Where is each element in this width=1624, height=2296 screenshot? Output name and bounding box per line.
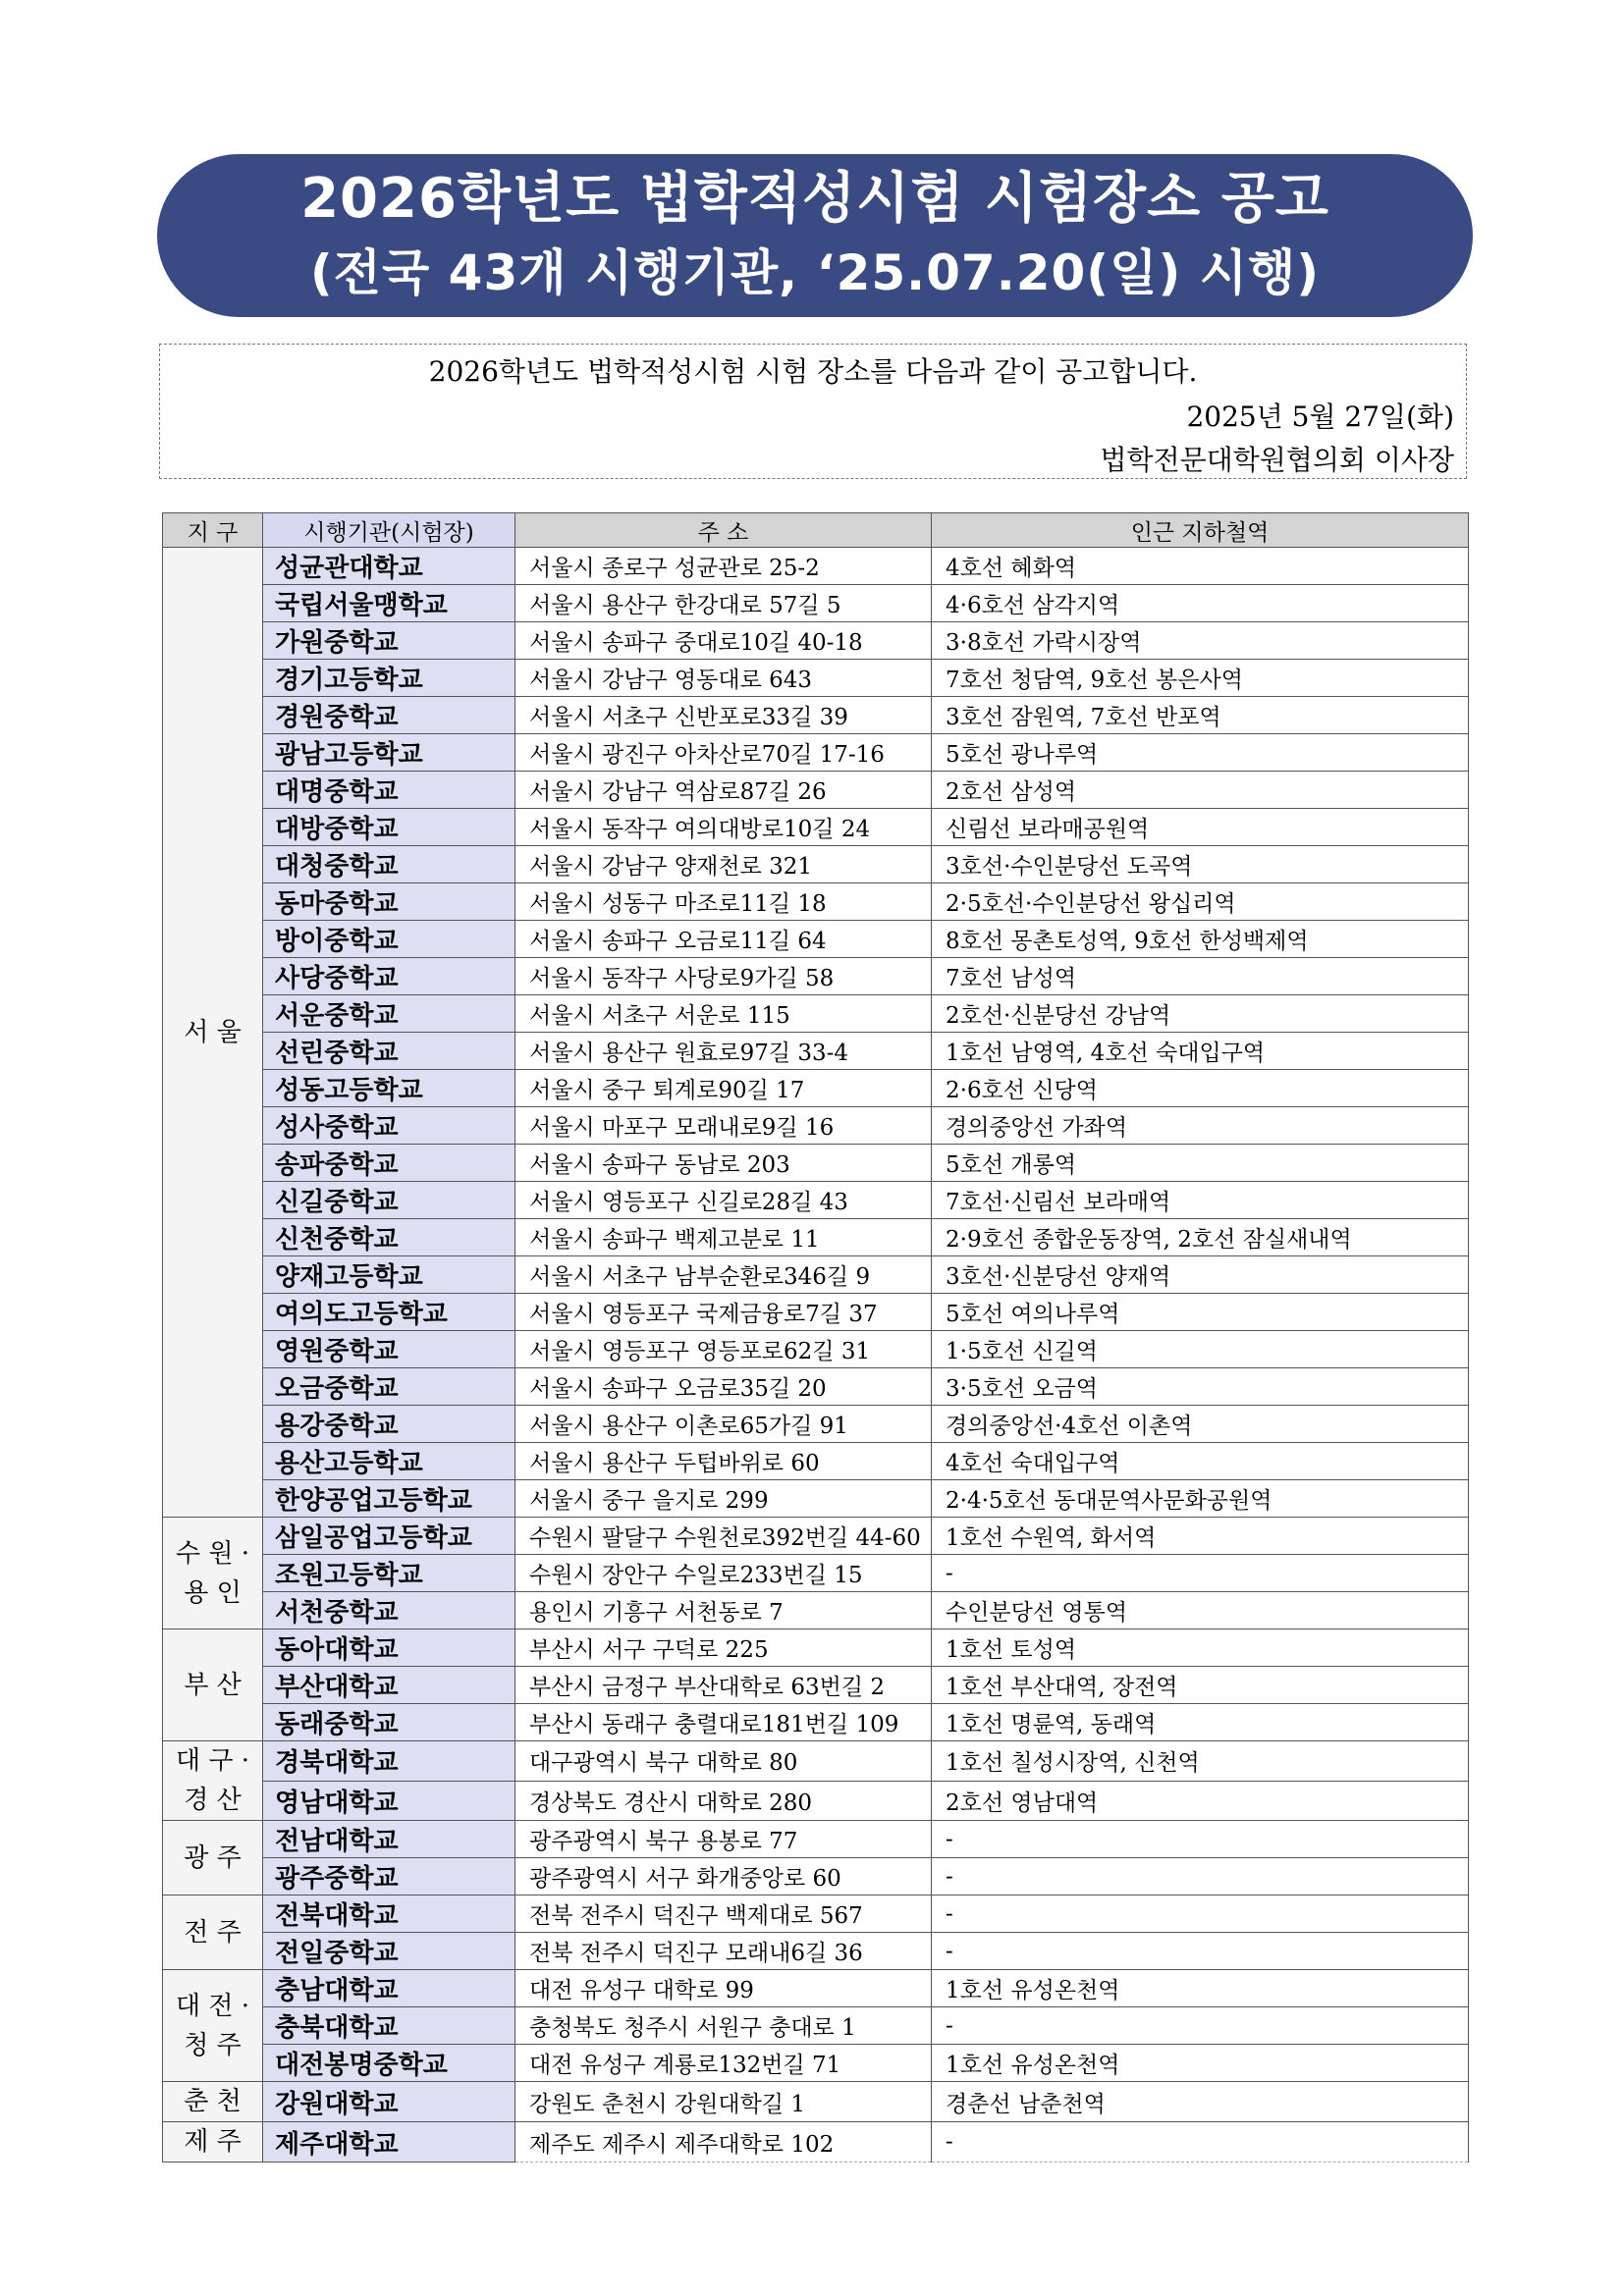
- table-row: [163, 2122, 1469, 2163]
- institution-cell: 제주대학교: [263, 2122, 515, 2163]
- table-row: [163, 1145, 1469, 1182]
- address-cell: 서울시 강남구 역삼로87길 26: [515, 772, 932, 809]
- address-cell: 서울시 영등포구 신길로28길 43: [515, 1182, 932, 1219]
- region-cell: 대 전 · 청 주: [163, 1970, 263, 2082]
- institution-cell: 충남대학교: [263, 1970, 515, 2007]
- address-cell: 대전 유성구 대학로 99: [515, 1970, 932, 2007]
- subway-cell: 3호선 잠원역, 7호선 반포역: [932, 697, 1469, 734]
- subway-cell: 2호선·신분당선 강남역: [932, 995, 1469, 1033]
- address-cell: 제주도 제주시 제주대학로 102: [515, 2122, 932, 2163]
- page-subtitle: (전국 43개 시행기관, ‘25.07.20(일) 시행): [309, 244, 1321, 301]
- table-row: [163, 1182, 1469, 1219]
- subway-cell: -: [932, 1896, 1469, 1933]
- subway-cell: 5호선 개롱역: [932, 1145, 1469, 1182]
- institution-cell: 오금중학교: [263, 1368, 515, 1406]
- subway-cell: 8호선 몽촌토성역, 9호선 한성백제역: [932, 921, 1469, 958]
- region-cell: 대 구 · 경 산: [163, 1741, 263, 1821]
- table-row: [163, 809, 1469, 846]
- address-cell: 부산시 동래구 충렬대로181번길 109: [515, 1704, 932, 1741]
- institution-cell: 국립서울맹학교: [263, 585, 515, 622]
- institution-cell: 경원중학교: [263, 697, 515, 734]
- subway-cell: 7호선·신림선 보라매역: [932, 1182, 1469, 1219]
- table-row: [163, 1406, 1469, 1443]
- table-body: [163, 548, 1469, 2163]
- table-row: [163, 1368, 1469, 1406]
- table-row: [163, 660, 1469, 697]
- institution-cell: 경북대학교: [263, 1741, 515, 1782]
- institution-cell: 사당중학교: [263, 958, 515, 995]
- address-cell: 부산시 금정구 부산대학로 63번길 2: [515, 1667, 932, 1704]
- header-region: 지 구: [163, 513, 263, 548]
- address-cell: 강원도 춘천시 강원대학길 1: [515, 2082, 932, 2122]
- region-cell: 춘 천: [163, 2082, 263, 2122]
- address-cell: 대전 유성구 계룡로132번길 71: [515, 2045, 932, 2082]
- institution-cell: 선린중학교: [263, 1033, 515, 1070]
- institution-cell: 경기고등학교: [263, 660, 515, 697]
- institution-cell: 동래중학교: [263, 1704, 515, 1741]
- subway-cell: 3·8호선 가락시장역: [932, 622, 1469, 660]
- institution-cell: 서운중학교: [263, 995, 515, 1033]
- page-title: 2026학년도 법학적성시험 시험장소 공고: [300, 167, 1329, 231]
- address-cell: 서울시 송파구 동남로 203: [515, 1145, 932, 1182]
- table-row: [163, 2082, 1469, 2122]
- notice-signature: 법학전문대학원협의회 이사장: [1100, 444, 1454, 476]
- institution-cell: 용강중학교: [263, 1406, 515, 1443]
- address-cell: 서울시 송파구 중대로10길 40-18: [515, 622, 932, 660]
- subway-cell: 1호선 유성온천역: [932, 1970, 1469, 2007]
- institution-cell: 삼일공업고등학교: [263, 1518, 515, 1555]
- institution-cell: 신길중학교: [263, 1182, 515, 1219]
- address-cell: 광주광역시 북구 용봉로 77: [515, 1821, 932, 1858]
- address-cell: 서울시 종로구 성균관로 25-2: [515, 548, 932, 585]
- table-row: [163, 548, 1469, 585]
- subway-cell: -: [932, 2007, 1469, 2045]
- institution-cell: 용산고등학교: [263, 1443, 515, 1480]
- table-row: [163, 1331, 1469, 1368]
- subway-cell: 7호선 청담역, 9호선 봉은사역: [932, 660, 1469, 697]
- table-row: [163, 1741, 1469, 1782]
- table-row: [163, 1970, 1469, 2007]
- region-cell: 수 원 · 용 인: [163, 1518, 263, 1629]
- institution-cell: 대청중학교: [263, 846, 515, 883]
- subway-cell: 경의중앙선 가좌역: [932, 1107, 1469, 1145]
- subway-cell: -: [932, 1555, 1469, 1592]
- address-cell: 전북 전주시 덕진구 백제대로 567: [515, 1896, 932, 1933]
- address-cell: 서울시 용산구 이촌로65가길 91: [515, 1406, 932, 1443]
- region-cell: 부 산: [163, 1629, 263, 1741]
- subway-cell: 1·5호선 신길역: [932, 1331, 1469, 1368]
- table-row: [163, 1443, 1469, 1480]
- table-row: [163, 958, 1469, 995]
- address-cell: 경상북도 경산시 대학로 280: [515, 1781, 932, 1821]
- region-cell: 광 주: [163, 1821, 263, 1896]
- table-row: [163, 1555, 1469, 1592]
- header-address: 주 소: [515, 513, 932, 548]
- region-cell: 제 주: [163, 2122, 263, 2163]
- institution-cell: 한양공업고등학교: [263, 1480, 515, 1518]
- region-cell: 서 울: [163, 548, 263, 1518]
- subway-cell: -: [932, 1933, 1469, 1970]
- table-row: [163, 2007, 1469, 2045]
- institution-cell: 영원중학교: [263, 1331, 515, 1368]
- subway-cell: 1호선 칠성시장역, 신천역: [932, 1741, 1469, 1782]
- institution-cell: 동마중학교: [263, 883, 515, 921]
- subway-cell: 4호선 혜화역: [932, 548, 1469, 585]
- subway-cell: 경의중앙선·4호선 이촌역: [932, 1406, 1469, 1443]
- table-row: [163, 772, 1469, 809]
- table-row: [163, 1592, 1469, 1629]
- subway-cell: 1호선 명륜역, 동래역: [932, 1704, 1469, 1741]
- institution-cell: 영남대학교: [263, 1781, 515, 1821]
- address-cell: 서울시 용산구 두텁바위로 60: [515, 1443, 932, 1480]
- subway-cell: 신림선 보라매공원역: [932, 809, 1469, 846]
- institution-cell: 여의도고등학교: [263, 1294, 515, 1331]
- institution-cell: 조원고등학교: [263, 1555, 515, 1592]
- subway-cell: 2·9호선 종합운동장역, 2호선 잠실새내역: [932, 1219, 1469, 1256]
- subway-cell: 2·6호선 신당역: [932, 1070, 1469, 1107]
- address-cell: 서울시 강남구 양재천로 321: [515, 846, 932, 883]
- table-row: [163, 2045, 1469, 2082]
- address-cell: 서울시 광진구 아차산로70길 17-16: [515, 734, 932, 772]
- table-row: [163, 622, 1469, 660]
- table-row: [163, 1070, 1469, 1107]
- institution-cell: 광남고등학교: [263, 734, 515, 772]
- institution-cell: 전일중학교: [263, 1933, 515, 1970]
- address-cell: 서울시 용산구 원효로97길 33-4: [515, 1033, 932, 1070]
- institution-cell: 가원중학교: [263, 622, 515, 660]
- notice-date: 2025년 5월 27일(화): [1186, 400, 1454, 433]
- address-cell: 서울시 서초구 남부순환로346길 9: [515, 1256, 932, 1294]
- institution-cell: 방이중학교: [263, 921, 515, 958]
- table-row: [163, 1107, 1469, 1145]
- institution-cell: 송파중학교: [263, 1145, 515, 1182]
- institution-cell: 대명중학교: [263, 772, 515, 809]
- subway-cell: 5호선 여의나루역: [932, 1294, 1469, 1331]
- address-cell: 수원시 장안구 수일로233번길 15: [515, 1555, 932, 1592]
- subway-cell: 1호선 토성역: [932, 1629, 1469, 1667]
- subway-cell: 7호선 남성역: [932, 958, 1469, 995]
- institution-cell: 서천중학교: [263, 1592, 515, 1629]
- institution-cell: 성동고등학교: [263, 1070, 515, 1107]
- institution-cell: 성사중학교: [263, 1107, 515, 1145]
- subway-cell: 1호선 남영역, 4호선 숙대입구역: [932, 1033, 1469, 1070]
- table-row: [163, 1821, 1469, 1858]
- address-cell: 서울시 중구 퇴계로90길 17: [515, 1070, 932, 1107]
- subway-cell: 2·5호선·수인분당선 왕십리역: [932, 883, 1469, 921]
- address-cell: 서울시 마포구 모래내로9길 16: [515, 1107, 932, 1145]
- table-row: [163, 1629, 1469, 1667]
- title-banner: [157, 154, 1473, 317]
- table-row: [163, 1033, 1469, 1070]
- institution-cell: 충북대학교: [263, 2007, 515, 2045]
- address-cell: 부산시 서구 구덕로 225: [515, 1629, 932, 1667]
- table-row: [163, 883, 1469, 921]
- table-row: [163, 1518, 1469, 1555]
- institution-cell: 성균관대학교: [263, 548, 515, 585]
- notice-box: [159, 344, 1467, 479]
- venue-table: [162, 512, 1469, 2163]
- subway-cell: 1호선 유성온천역: [932, 2045, 1469, 2082]
- address-cell: 수원시 팔달구 수원천로392번길 44-60: [515, 1518, 932, 1555]
- address-cell: 서울시 영등포구 영등포로62길 31: [515, 1331, 932, 1368]
- subway-cell: -: [932, 1858, 1469, 1896]
- institution-cell: 전북대학교: [263, 1896, 515, 1933]
- address-cell: 전북 전주시 덕진구 모래내6길 36: [515, 1933, 932, 1970]
- subway-cell: 3호선·신분당선 양재역: [932, 1256, 1469, 1294]
- institution-cell: 대전봉명중학교: [263, 2045, 515, 2082]
- table-row: [163, 995, 1469, 1033]
- table-row: [163, 846, 1469, 883]
- address-cell: 서울시 중구 을지로 299: [515, 1480, 932, 1518]
- institution-cell: 대방중학교: [263, 809, 515, 846]
- region-cell: 전 주: [163, 1896, 263, 1970]
- institution-cell: 동아대학교: [263, 1629, 515, 1667]
- table-row: [163, 585, 1469, 622]
- subway-cell: 경춘선 남춘천역: [932, 2082, 1469, 2122]
- subway-cell: 수인분당선 영통역: [932, 1592, 1469, 1629]
- address-cell: 서울시 동작구 사당로9가길 58: [515, 958, 932, 995]
- subway-cell: 2호선 영남대역: [932, 1781, 1469, 1821]
- table-header-row: [163, 513, 1469, 548]
- subway-cell: 1호선 부산대역, 장전역: [932, 1667, 1469, 1704]
- address-cell: 서울시 송파구 백제고분로 11: [515, 1219, 932, 1256]
- address-cell: 서울시 동작구 여의대방로10길 24: [515, 809, 932, 846]
- table-row: [163, 1480, 1469, 1518]
- address-cell: 충청북도 청주시 서원구 충대로 1: [515, 2007, 932, 2045]
- address-cell: 서울시 용산구 한강대로 57길 5: [515, 585, 932, 622]
- address-cell: 용인시 기흥구 서천동로 7: [515, 1592, 932, 1629]
- table-row: [163, 697, 1469, 734]
- subway-cell: 4호선 숙대입구역: [932, 1443, 1469, 1480]
- table-row: [163, 1219, 1469, 1256]
- subway-cell: 4·6호선 삼각지역: [932, 585, 1469, 622]
- notice-message: 2026학년도 법학적성시험 시험 장소를 다음과 같이 공고합니다.: [428, 355, 1198, 388]
- address-cell: 서울시 영등포구 국제금융로7길 37: [515, 1294, 932, 1331]
- institution-cell: 부산대학교: [263, 1667, 515, 1704]
- subway-cell: 2·4·5호선 동대문역사문화공원역: [932, 1480, 1469, 1518]
- subway-cell: 5호선 광나루역: [932, 734, 1469, 772]
- subway-cell: 3호선·수인분당선 도곡역: [932, 846, 1469, 883]
- address-cell: 서울시 송파구 오금로35길 20: [515, 1368, 932, 1406]
- institution-cell: 전남대학교: [263, 1821, 515, 1858]
- institution-cell: 강원대학교: [263, 2082, 515, 2122]
- address-cell: 서울시 성동구 마조로11길 18: [515, 883, 932, 921]
- table-row: [163, 1933, 1469, 1970]
- table-row: [163, 1667, 1469, 1704]
- address-cell: 서울시 서초구 신반포로33길 39: [515, 697, 932, 734]
- address-cell: 서울시 송파구 오금로11길 64: [515, 921, 932, 958]
- table-row: [163, 1256, 1469, 1294]
- table-row: [163, 1896, 1469, 1933]
- header-subway: 인근 지하철역: [932, 513, 1469, 548]
- table-row: [163, 1294, 1469, 1331]
- subway-cell: -: [932, 1821, 1469, 1858]
- subway-cell: 3·5호선 오금역: [932, 1368, 1469, 1406]
- table-row: [163, 1704, 1469, 1741]
- table-row: [163, 921, 1469, 958]
- address-cell: 광주광역시 서구 화개중앙로 60: [515, 1858, 932, 1896]
- address-cell: 서울시 강남구 영동대로 643: [515, 660, 932, 697]
- institution-cell: 광주중학교: [263, 1858, 515, 1896]
- subway-cell: -: [932, 2122, 1469, 2163]
- table-row: [163, 1858, 1469, 1896]
- header-institution: 시행기관(시험장): [263, 513, 515, 548]
- subway-cell: 2호선 삼성역: [932, 772, 1469, 809]
- subway-cell: 1호선 수원역, 화서역: [932, 1518, 1469, 1555]
- institution-cell: 신천중학교: [263, 1219, 515, 1256]
- table-row: [163, 1781, 1469, 1821]
- address-cell: 서울시 서초구 서운로 115: [515, 995, 932, 1033]
- institution-cell: 양재고등학교: [263, 1256, 515, 1294]
- address-cell: 대구광역시 북구 대학로 80: [515, 1741, 932, 1782]
- table-row: [163, 734, 1469, 772]
